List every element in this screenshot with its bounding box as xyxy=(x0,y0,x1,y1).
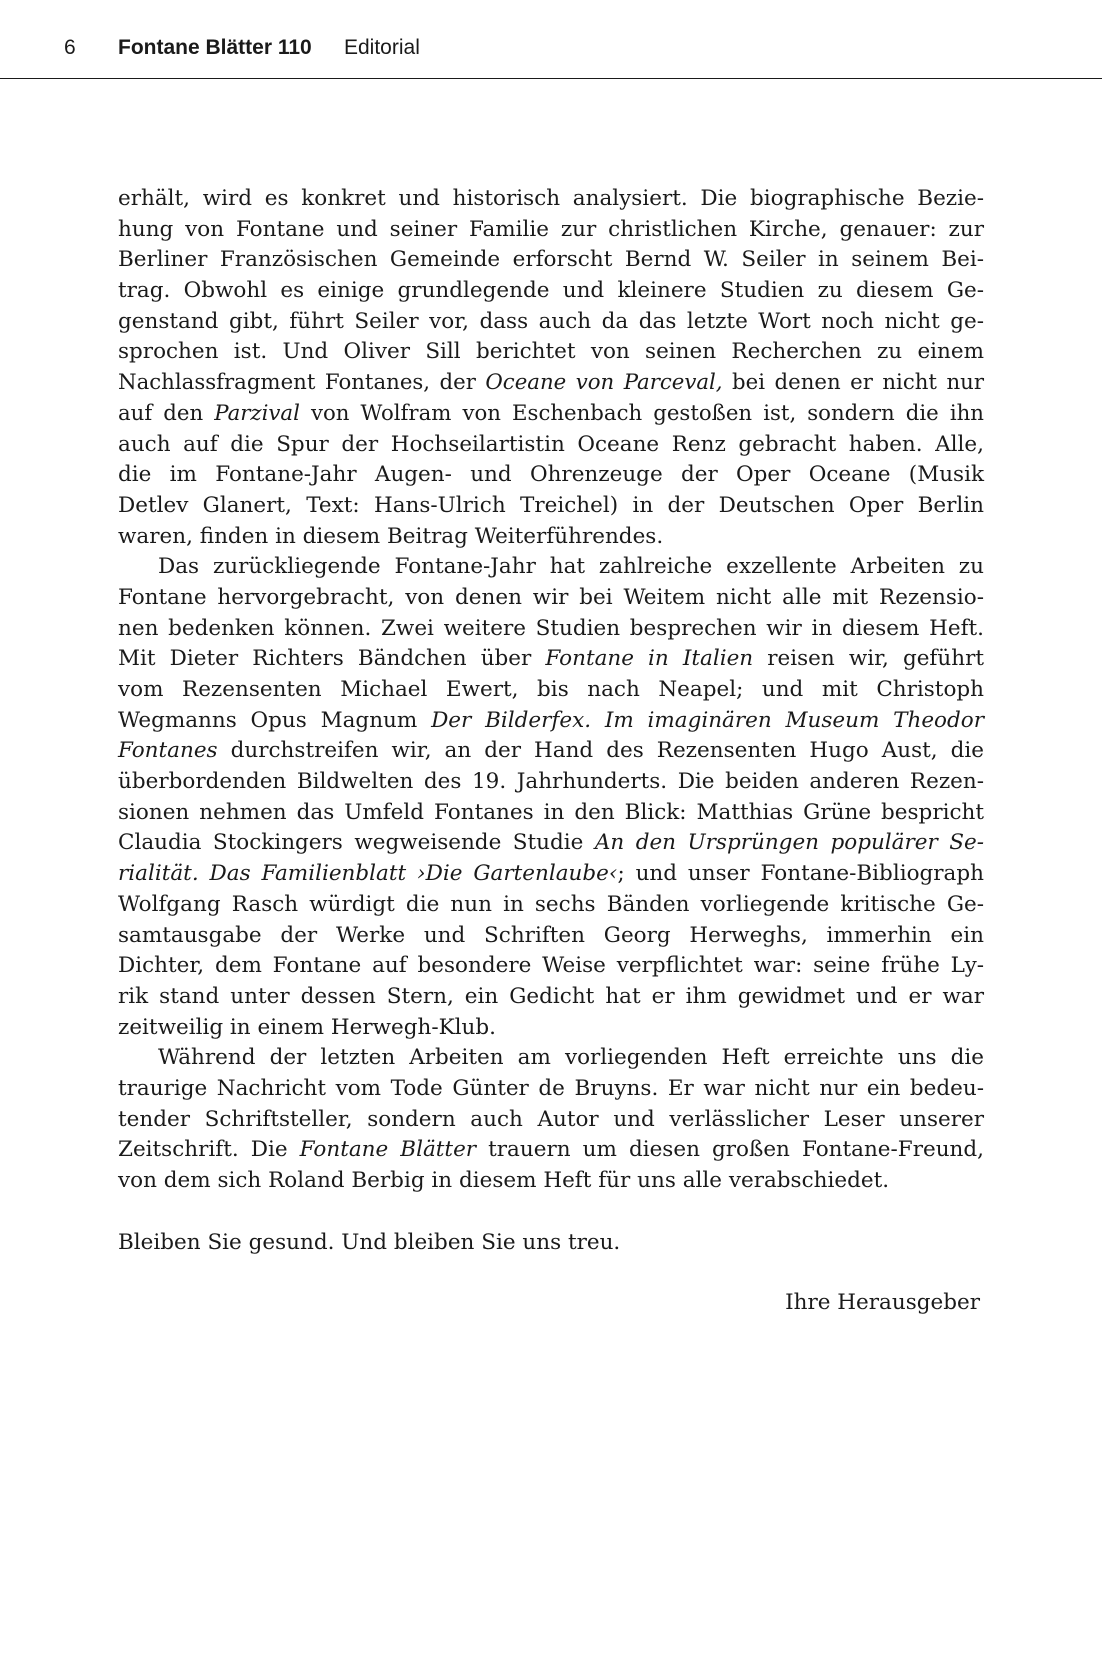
text-line: nen bedenken können. Zwei weitere Studien besprechen wir in diesem Heft. xyxy=(118,615,984,641)
work-title: Fontane in Italien xyxy=(545,646,754,672)
text-line: Detlev Glanert, Text: Hans-Ulrich Treichel) in der Deutschen Oper Berlin xyxy=(118,492,984,518)
text-line: von dem sich Roland Berbig in diesem Heft für uns alle verabschiedet. xyxy=(118,1168,890,1193)
text-line xyxy=(118,368,984,399)
text-line xyxy=(118,859,984,890)
paragraph-2 xyxy=(118,552,984,1043)
text-line: vom Rezensenten Michael Ewert, bis nach Neapel; und mit Christoph xyxy=(118,677,984,702)
paragraph-1 xyxy=(118,184,984,552)
text-line: samtausgabe der Werke und Schriften Georg Herweghs, immerhin ein xyxy=(118,922,984,948)
text-line xyxy=(118,828,984,859)
work-title: Der Bilderfex. Im imaginären Museum Theodor xyxy=(431,707,984,733)
text-run: reisen wir, geführt xyxy=(753,646,984,672)
text-line xyxy=(118,736,984,767)
signature: Ihre Herausgeber xyxy=(785,1290,980,1316)
paragraph-3 xyxy=(118,1043,984,1196)
section-title: Editorial xyxy=(344,36,420,59)
text-line: überbordenden Bildwelten des 19. Jahrhunderts. Die beiden anderen Rezen- xyxy=(118,769,984,795)
text-line xyxy=(118,706,984,737)
text-run: Nachlassfragment Fontanes, der xyxy=(118,370,486,396)
text-line: auch auf die Spur der Hochseilartistin Oceane Renz gebracht haben. Alle, xyxy=(118,431,984,457)
work-title: Fontane Blätter xyxy=(299,1137,477,1163)
work-title: Oceane von Parceval, xyxy=(485,370,723,396)
text-run: trauern um diesen großen Fontane-Freund, xyxy=(476,1137,984,1163)
text-line xyxy=(118,644,984,675)
running-head xyxy=(0,0,1102,79)
text-run: Claudia Stockingers wegweisende Studie xyxy=(118,830,595,856)
journal-title: Fontane Blätter 110 xyxy=(118,36,312,59)
text-line: Wolfgang Rasch würdigt die nun in sechs Bänden vorliegende kritische Ge- xyxy=(118,891,984,917)
text-line: Während der letzten Arbeiten am vorliegenden Heft erreichte uns die xyxy=(158,1045,984,1071)
text-line: traurige Nachricht vom Tode Günter de Bruyns. Er war nicht nur ein bedeu- xyxy=(118,1075,984,1101)
text-line xyxy=(118,1135,984,1166)
text-run: Mit Dieter Richters Bändchen über xyxy=(118,646,546,672)
work-title: Parzival xyxy=(214,400,300,426)
work-title: Fontanes xyxy=(118,738,218,764)
text-line: Dichter, dem Fontane auf besondere Weise verpflichtet war: seine frühe Ly- xyxy=(118,953,984,979)
page-number: 6 xyxy=(64,36,76,59)
text-run: durchstreifen wir, an der Hand des Rezensenten Hugo Aust, die xyxy=(217,738,984,764)
text-run: Wegmanns Opus Magnum xyxy=(118,707,432,733)
text-line: waren, finden in diesem Beitrag Weiterführendes. xyxy=(118,523,664,549)
text-line: hung von Fontane und seiner Familie zur christlichen Kirche, genauer: zur xyxy=(118,216,984,242)
text-line: erhält, wird es konkret und historisch analysiert. Die biographische Bezie- xyxy=(118,186,984,211)
closing-line: Bleiben Sie gesund. Und bleiben Sie uns treu. xyxy=(118,1229,621,1255)
text-line: sprochen ist. Und Oliver Sill berichtet von seinen Recherchen zu einem xyxy=(118,339,984,365)
editorial-text xyxy=(118,184,984,1319)
work-title: An den Ursprüngen populärer Se- xyxy=(594,830,984,856)
text-line: trag. Obwohl es einige grundlegende und kleinere Studien zu diesem Ge- xyxy=(118,278,984,304)
text-run: ; und unser Fontane-Bibliograph xyxy=(617,861,984,887)
text-line: die im Fontane-Jahr Augen- und Ohrenzeuge der Oper Oceane (Musik xyxy=(118,462,984,488)
text-line: tender Schriftsteller, sondern auch Autor und verlässlicher Leser unserer xyxy=(118,1106,984,1132)
text-line xyxy=(118,399,984,430)
text-run: von Wolfram von Eschenbach gestoßen ist, sondern die ihn xyxy=(299,400,984,426)
text-line: sionen nehmen das Umfeld Fontanes in den Blick: Matthias Grüne bespricht xyxy=(118,799,984,825)
text-line: genstand gibt, führt Seiler vor, dass auch da das letzte Wort noch nicht ge- xyxy=(118,308,984,334)
text-line: Das zurückliegende Fontane-Jahr hat zahlreiche exzellente Arbeiten zu xyxy=(158,554,984,580)
text-line: Fontane hervorgebracht, von denen wir bei Weitem nicht alle mit Rezensio- xyxy=(118,584,984,610)
text-line: Berliner Französischen Gemeinde erforscht Bernd W. Seiler in seinem Bei- xyxy=(118,247,984,273)
text-run: auf den xyxy=(118,400,215,426)
text-line: rik stand unter dessen Stern, ein Gedicht hat er ihm gewidmet und er war xyxy=(118,983,984,1009)
text-run: bei denen er nicht nur xyxy=(722,370,984,396)
text-run: Zeitschrift. Die xyxy=(118,1137,300,1163)
work-title: rialität. Das Familienblatt ›Die Gartenlaube‹ xyxy=(118,861,618,887)
text-line: zeitweilig in einem Herwegh-Klub. xyxy=(118,1014,497,1040)
